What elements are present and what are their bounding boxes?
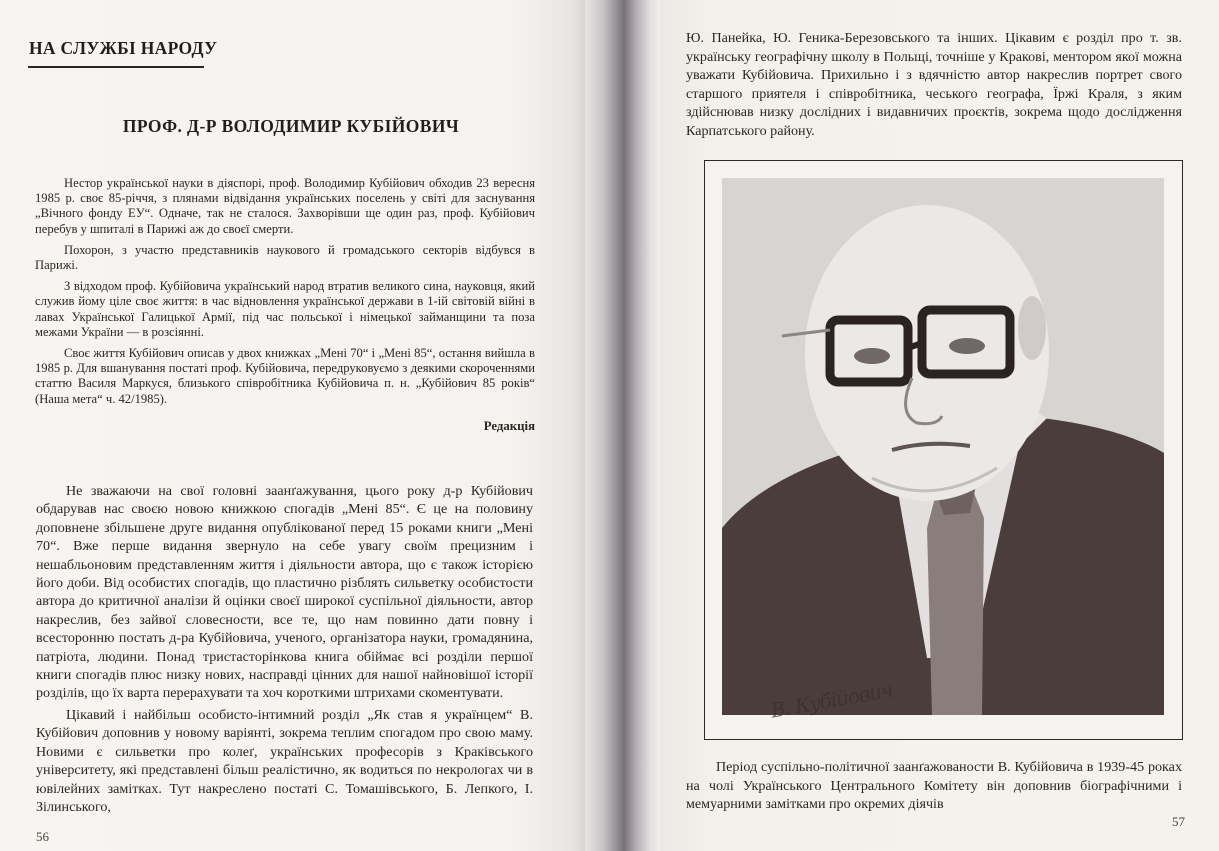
ear bbox=[1018, 296, 1046, 360]
section-heading: НА СЛУЖБІ НАРОДУ bbox=[29, 38, 218, 58]
portrait-illustration bbox=[722, 178, 1164, 715]
portrait-photo bbox=[722, 178, 1164, 715]
intro-block bbox=[35, 176, 535, 434]
article-body-right-top bbox=[686, 29, 1182, 141]
left-eye bbox=[854, 348, 890, 364]
page-number-right: 57 bbox=[1172, 814, 1185, 829]
necktie bbox=[927, 488, 984, 715]
article-title-wrap bbox=[0, 116, 600, 137]
page-number-left: 56 bbox=[36, 829, 49, 844]
article-title: ПРОФ. Д-Р ВОЛОДИМИР КУБІЙОВИЧ bbox=[122, 116, 460, 136]
body-paragraph: Ю. Панейка, Ю. Геника-Березовського та інших. Цікавим є розділ про т. зв. українську географічну школу в Польщі, точніше у Кракові, ментором якої можна уважати Кубійовича. Прихильно і з вдячністю автор накреслив портрет свого старшого приятеля і співробітника, чеського географа, Їржі Краля, з яким здійснював низку дослідних і видавничих проєктів, зокрема щодо дослідження Карпатського району. bbox=[686, 30, 1182, 139]
intro-paragraph: З відходом проф. Кубійовича український народ втратив великого сина, науковця, який служив йому ціле своє життя: в час відновлення української держави в 1-ій світовій війні в лавах Української Галицької Армії, під час польської і німецької займанщини та поза межами України — в розсіянні. bbox=[35, 279, 535, 339]
intro-paragraph: Нестор української науки в діяспорі, проф. Володимир Кубійович обходив 23 вересня 1985 р. своє 85-річчя, з плянами відвідання українських поселень у світі для заснування „Вічного фонду ЕУ“. Одначе, так не сталося. Захворівши ще один раз, проф. Кубійович перебув у шпиталі в Парижі аж до своєї смерти. bbox=[35, 176, 535, 236]
section-heading-rule bbox=[28, 66, 204, 68]
right-eye bbox=[949, 338, 985, 354]
intro-paragraph: Похорон, з участю представників наукового й громадського секторів відбувся в Парижі. bbox=[35, 242, 535, 273]
body-paragraph: Цікавий і найбільш особисто-інтимний розділ „Як став я українцем“ В. Кубійович доповнив у новому варіянті, зокрема теплим спогадом про свою маму. Новими є сильветки про колеґ, українських професорів з Краківського університету, які представлені більш реалістично, як водиться по некрологах чи в ювілейних замітках. Тут накреслено постаті С. Томашівського, Б. Лепкого, І. Зілинського, bbox=[36, 706, 533, 815]
body-paragraph: Період суспільно-політичної заанґажованости В. Кубійовича в 1939-45 роках на чолі Українського Центрального Комітету він доповнив біографічними і мемуарними замітками про окремих діячів bbox=[686, 759, 1182, 813]
body-paragraph: Не зважаючи на свої головні заанґажування, цього року д-р Кубійович обдарував нас своєю новою книжкою спогадів „Мені 85“. Є це на половину доповнене збільшене друге видання опублікованої перед 15 роками книги „Мені 70“. Вже перше видання звернуло на себе увагу своїм прецизним і нешабльоновим представленням життя і діяльности автора, що є також історією його доби. Від особистих спогадів, що пластично різблять сильветку особистости автора до критичної аналізи й оцінки своєї широкої суспільної діяльности, автор накреслив, без зайвої словесности, все те, що нам повинно дати повну і всесторонню постать д-ра Кубійовича, ученого, організатора науки, громадянина, патріота, людини. Понад тристасторінкова книга обіймає всі розділи першої книги спогадів плюс низку нових, насправді цінних для нашої найновішої історії розділів, що їх варта перерахувати та хоч короткими штрихами скоментувати. bbox=[36, 483, 533, 702]
intro-paragraph: Своє життя Кубійович описав у двох книжках „Мені 70“ і „Мені 85“, остання вийшла в 1985 р. Для вшанування постаті проф. Кубійовича, передруковуємо з деякими скороченнями статтю Василя Маркуся, близького співробітника Кубійовича п. н. „Кубійович 85 років“ (Наша мета“ ч. 42/1985). bbox=[35, 346, 535, 406]
article-body-left bbox=[36, 482, 533, 819]
article-body-right-bottom bbox=[686, 758, 1182, 814]
handwritten-signature: В. Кубійович bbox=[768, 677, 895, 723]
editorial-signature: Редакція bbox=[483, 418, 535, 433]
